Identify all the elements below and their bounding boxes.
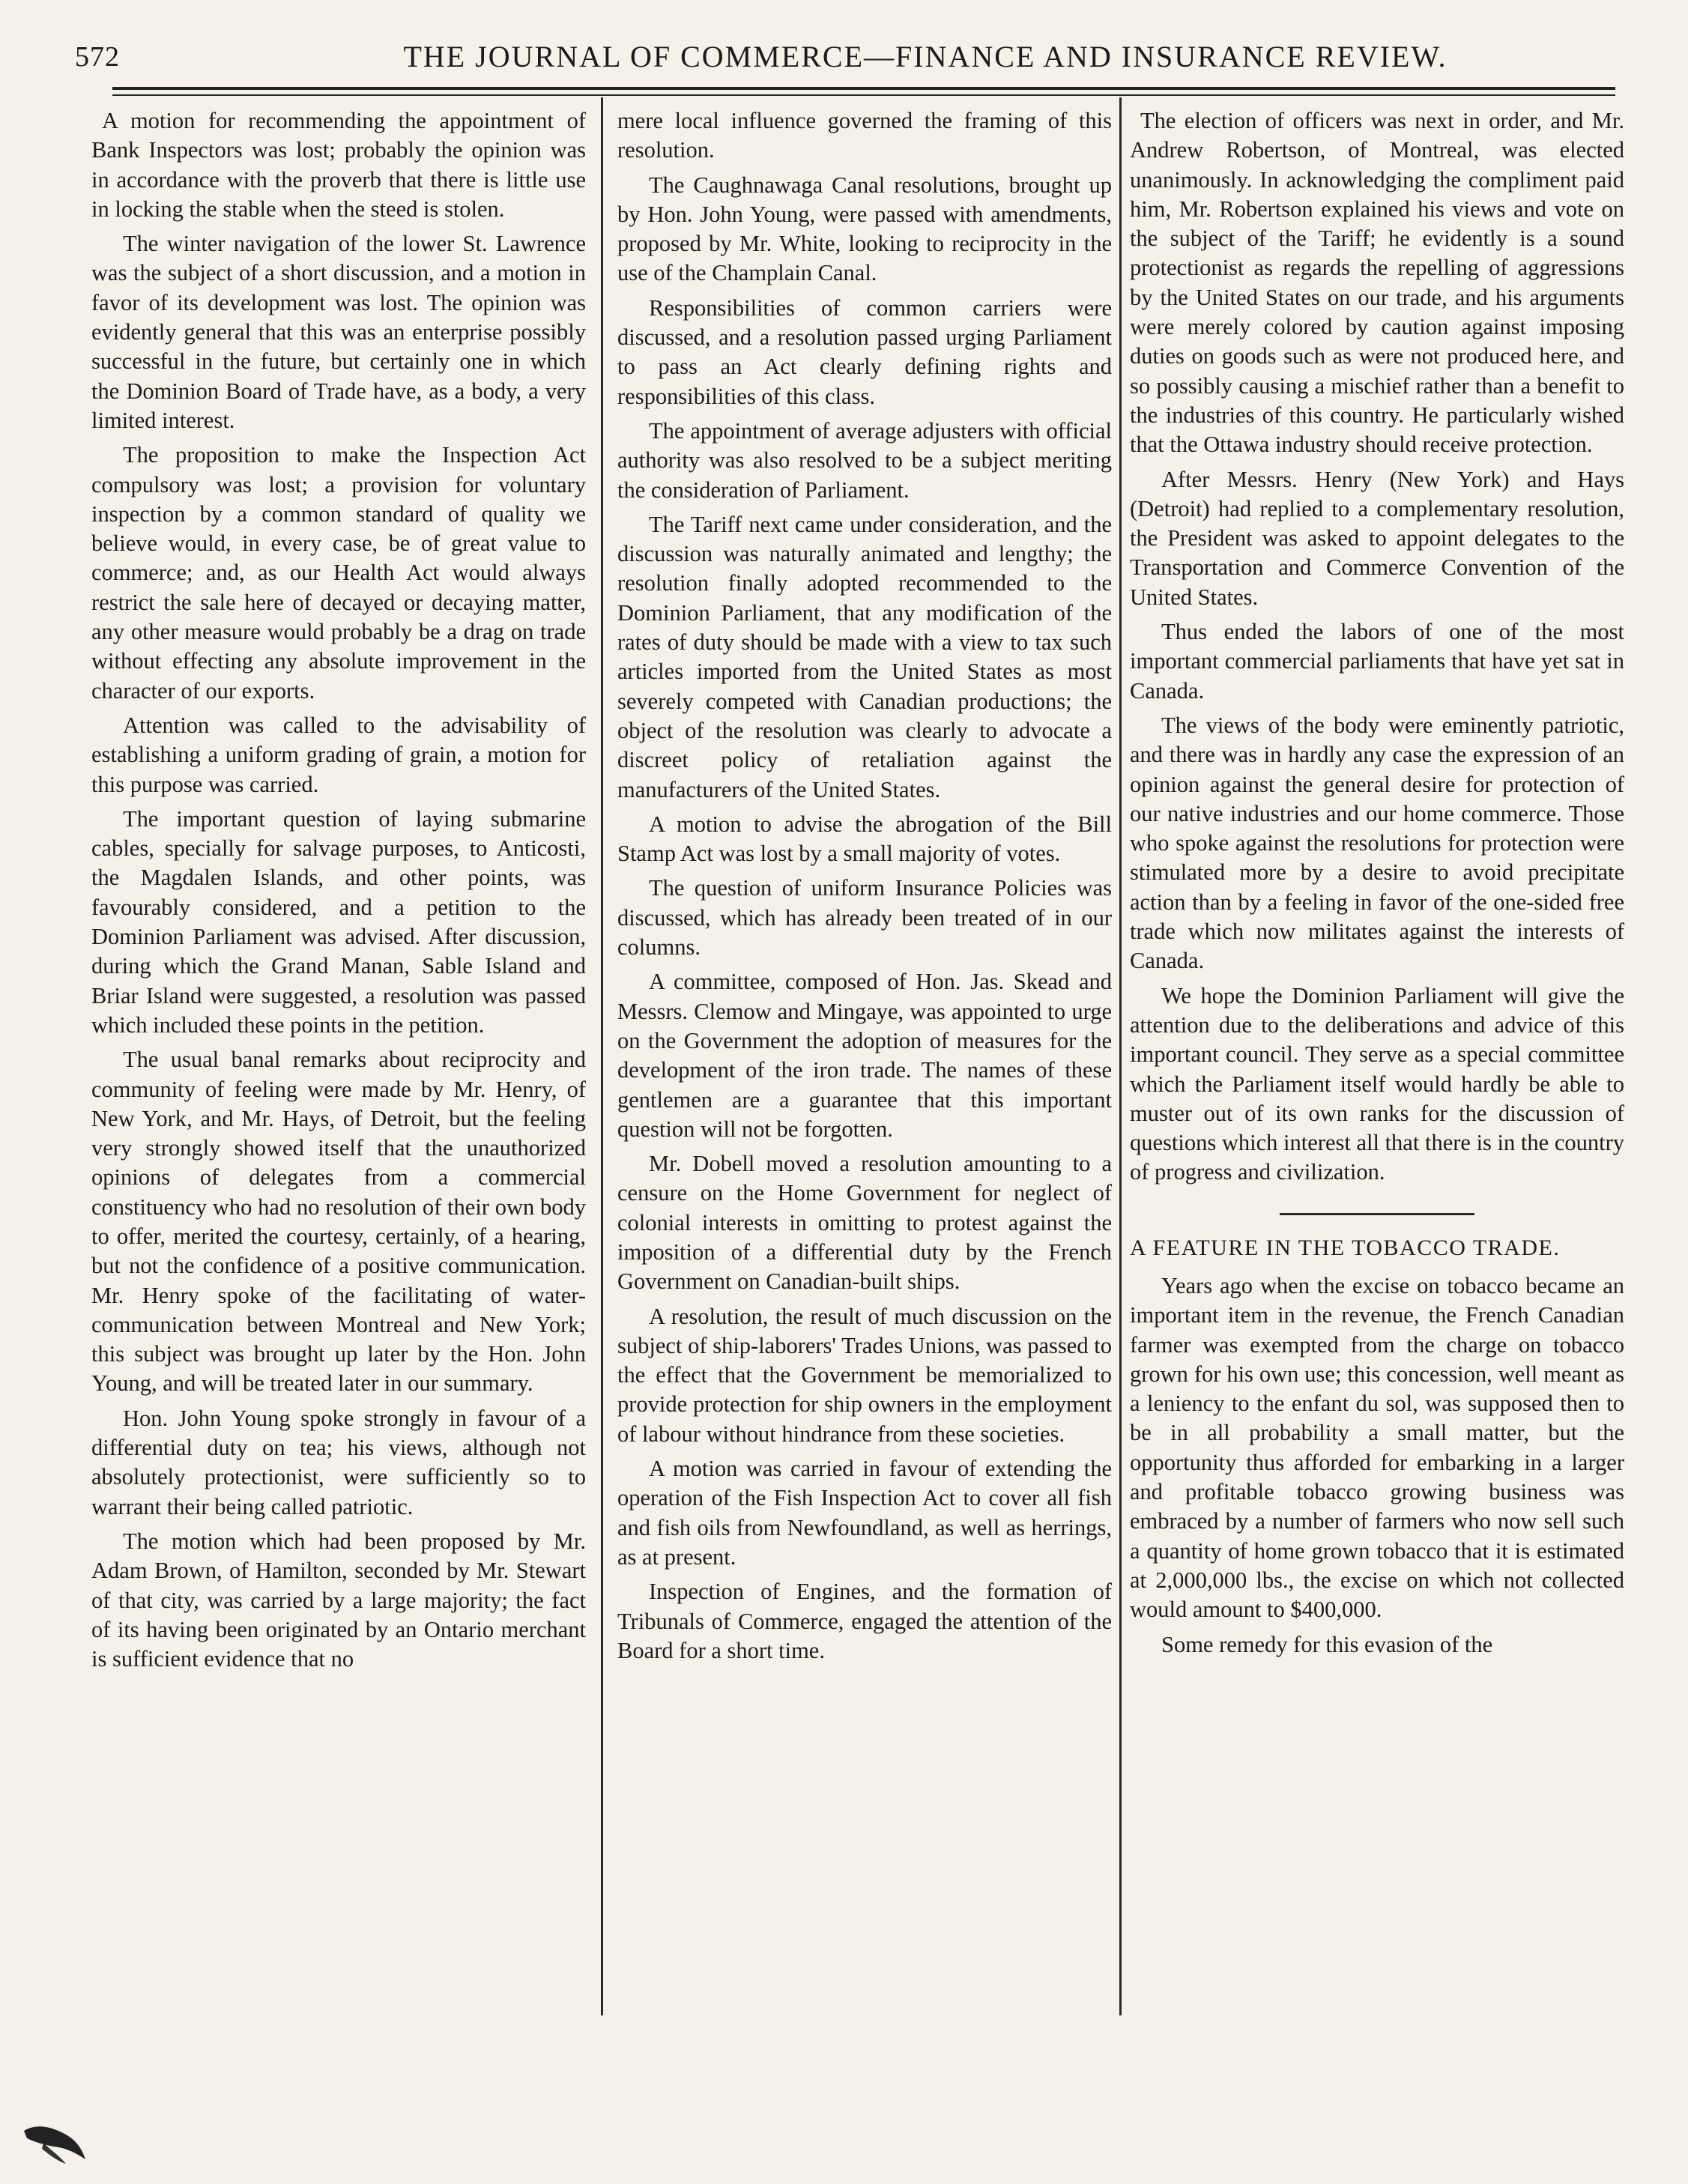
article-heading: A FEATURE IN THE TOBACCO TRADE. (1130, 1235, 1561, 1260)
paragraph: The election of officers was next in order, and Mr. Andrew Robertson, of Montreal, was elected unanimously. In acknowledging the compliment paid him, Mr. Robertson explained his views and vote on the subject of the Tariff; he evidently is a sound protectionist as regards the repelling of aggressions by the United States on our trade, and his arguments were merely colored by caution against imposing duties on goods such as were not produced here, and so possibly causing a mischief rather than a benefit to the industries of this country. He particularly wished that the Ottawa industry should receive protection. (1130, 108, 1624, 458)
paragraph: Some remedy for this evasion of the (1161, 1631, 1493, 1657)
paragraph: A motion was carried in favour of extending the operation of the Fish Inspection Act to cover all fish and fish oils from Newfoundland, as well as herrings, as at present. (617, 1456, 1112, 1570)
paragraph: The Caughnawaga Canal resolutions, brought up by Hon. John Young, were passed with amendments, proposed by Mr. White, looking to reciprocity in the use of the Champlain Canal. (617, 172, 1112, 286)
paragraph: The important question of laying submarine cables, specially for salvage purposes, to Anticosti, the Magdalen Islands, and other points, was favourably considered, and a petition to the Dominion Parliament was advised. After discussion, during which the Grand Manan, Sable Island and Briar Island were suggested, a resolution was passed which included these points in the petition. (91, 805, 586, 1038)
header-rule (112, 87, 1615, 90)
paragraph: Responsibilities of common carriers were discussed, and a resolution passed urging Parliament to pass an Act clearly defining rights and responsibilities of this class. (617, 294, 1112, 409)
paragraph: Hon. John Young spoke strongly in favour of a differential duty on tea; his views, although not absolutely protectionist, were sufficiently so to warrant their being called patriotic. (91, 1405, 586, 1519)
page-number: 572 (75, 41, 120, 73)
header-rule-thin (112, 94, 1615, 96)
column-2 (617, 106, 1112, 1671)
paragraph: Years ago when the excise on tobacco became an important item in the revenue, the French Canadian farmer was exempted from the charge on tobacco grown for his own use; this concession, well meant as a leniency to the enfant du sol, was supposed then to be in all probability a small matter, but the opportunity thus afforded for embarking in a larger and profitable tobacco growing business was embraced by a number of farmers who now sell such a quantity of home grown tobacco that it is estimated at 2,000,000 lbs., the excise on which not collected would amount to $400,000. (1130, 1272, 1624, 1623)
paragraph: mere local influence governed the framing of this resolution. (617, 108, 1112, 163)
column-3 (1130, 106, 1624, 1665)
paragraph: Inspection of Engines, and the formation of Tribunals of Commerce, engaged the attention of the Board for a short time. (617, 1579, 1112, 1663)
paragraph: The motion which had been proposed by Mr. Adam Brown, of Hamilton, seconded by Mr. Stewart of that city, was carried by a large majority; the fact of its having been originated by an Ontario merchant is sufficient evidence that no (91, 1528, 586, 1672)
paragraph: The views of the body were eminently patriotic, and there was in hardly any case the expression of an opinion against the general desire for protection of our native industries and our home commerce. Those who spoke against the resolutions for protection were stimulated more by a desire to avoid precipitate action than by a feeling in favor of the one-sided free trade which now militates against the interests of Canada. (1130, 712, 1624, 974)
column-divider (601, 97, 603, 2015)
column-1 (91, 106, 586, 1679)
paragraph: A motion for recommending the appointment of Bank Inspectors was lost; probably the opinion was in accordance with the proverb that there is little use in locking the stable when the steed is stolen. (91, 108, 586, 222)
paragraph: The appointment of average adjusters with official authority was also resolved to be a subject meriting the consideration of Parliament. (617, 417, 1112, 503)
paragraph: After Messrs. Henry (New York) and Hays (Detroit) had replied to a complementary resolution, the President was asked to appoint delegates to the Transportation and Commerce Convention of the United States. (1130, 466, 1624, 610)
paragraph: A committee, composed of Hon. Jas. Skead and Messrs. Clemow and Mingaye, was appointed to urge on the Government the adoption of measures for the development of the iron trade. The names of these gentlemen are a guarantee that this important question will not be forgotten. (617, 969, 1112, 1142)
paragraph: The Tariff next came under consideration, and the discussion was naturally animated and lengthy; the resolution finally adopted recommended to the Dominion Parliament, that any modification of the rates of duty should be made with a view to tax such articles imported from the United States as most severely competed with Canadian productions; the object of the resolution was clearly to advocate a discreet policy of retaliation against the manufacturers of the United States. (617, 511, 1112, 802)
ink-smudge-icon (21, 2120, 88, 2165)
paragraph: Attention was called to the advisability of establishing a uniform grading of grain, a motion for this purpose was carried. (91, 712, 586, 797)
paragraph: A motion to advise the abrogation of the Bill Stamp Act was lost by a small majority of votes. (617, 811, 1112, 867)
paragraph: Thus ended the labors of one of the most important commercial parliaments that have yet sat in Canada. (1130, 619, 1624, 704)
paragraph: The question of uniform Insurance Policies was discussed, which has already been treated of in our columns. (617, 875, 1112, 961)
page-header (75, 36, 1626, 82)
paragraph: Mr. Dobell moved a resolution amounting to a censure on the Home Government for neglect of colonial interests in omitting to protest against the imposition of a differential duty by the French Government on Canadian-built ships. (617, 1151, 1112, 1295)
paragraph: The proposition to make the Inspection Act compulsory was lost; a provision for voluntary inspection by a common standard of quality we believe would, in every case, be of great value to commerce; and, as our Health Act would always restrict the sale here of decayed or decaying matter, any other measure would probably be a drag on trade without effecting any absolute improvement in the character of our exports. (91, 442, 586, 704)
paragraph: The winter navigation of the lower St. Lawrence was the subject of a short discussion, and a motion in favor of its development was lost. The opinion was evidently general that this was an enterprise possibly successful in the future, but certainly one in which the Dominion Board of Trade have, as a body, a very limited interest. (91, 231, 586, 433)
paragraph: We hope the Dominion Parliament will give the attention due to the deliberations and advice of this important council. They serve as a special committee which the Parliament itself would hardly be able to muster out of its own ranks for the discussion of questions which interest all that there is in the country of progress and civilization. (1130, 982, 1624, 1185)
paragraph: A resolution, the result of much discussion on the subject of ship-laborers' Trades Unions, was passed to the effect that the Government be memorialized to provide protection for ship owners in the employment of labour without hindrance from these societies. (617, 1303, 1112, 1447)
column-divider (1119, 97, 1122, 2015)
running-title: THE JOURNAL OF COMMERCE—FINANCE AND INSURANCE REVIEW. (403, 40, 1447, 73)
paragraph: The usual banal remarks about reciprocity and community of feeling were made by Mr. Henry, of New York, and Mr. Hays, of Detroit, but the feeling very strongly showed itself that the unauthorized opinions of delegates from a commercial constituency who had no resolution of their own body to offer, merited the courtesy, certainly, of a hearing, but not the confidence of a positive communication. Mr. Henry spoke of the facilitating of water-communication between Montreal and New York; this subject was brought up later by the Hon. John Young, and will be treated later in our summary. (91, 1047, 586, 1397)
section-separator (1280, 1213, 1474, 1215)
